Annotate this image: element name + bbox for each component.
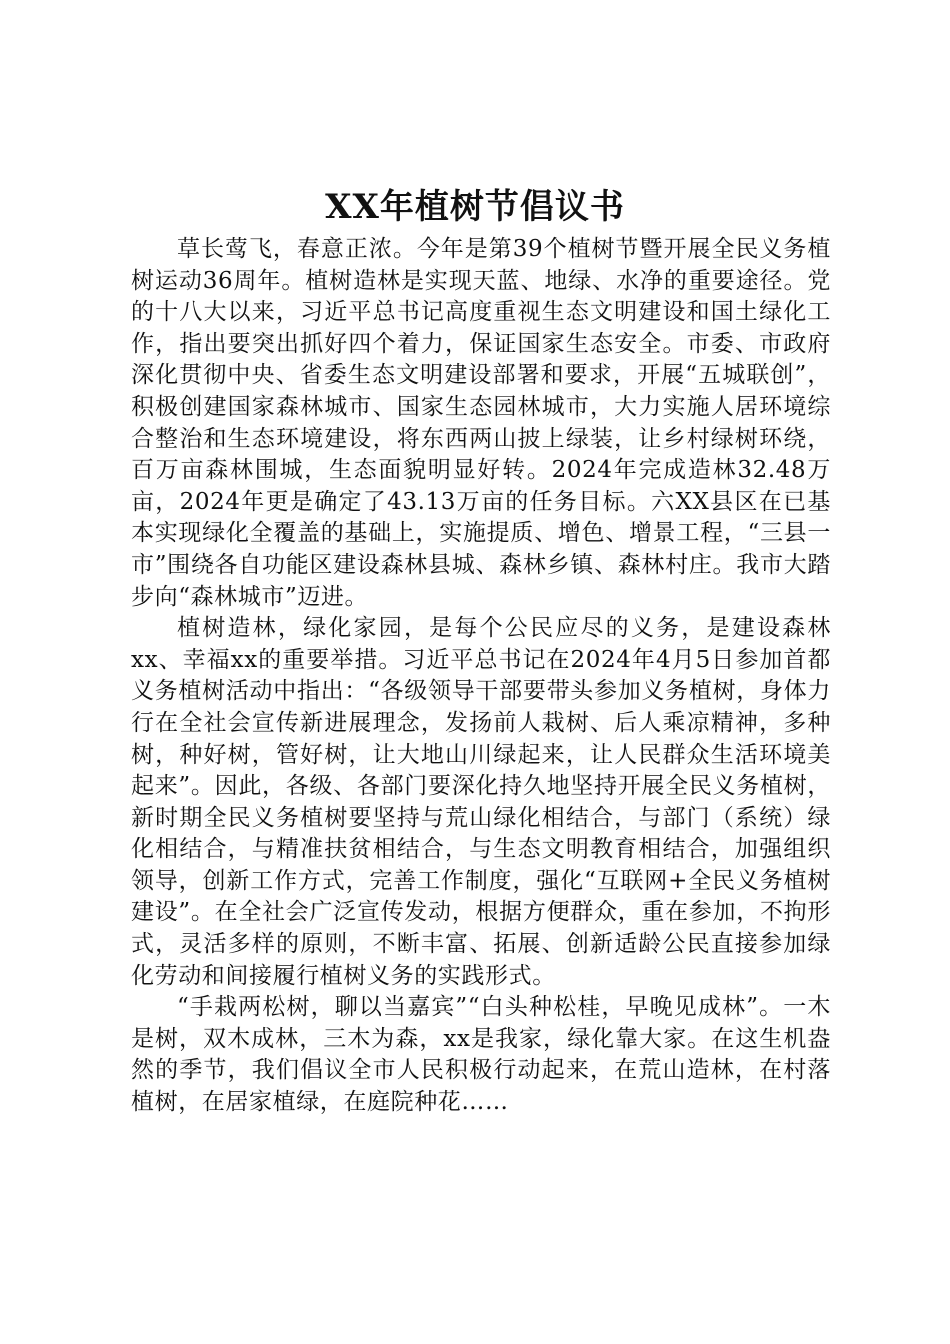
document-body bbox=[131, 234, 831, 1119]
paragraph-2: 植树造林，绿化家园，是每个公民应尽的义务，是建设森林xx、幸福xx的重要举措。习近平总书记在2024年4月5日参加首都义务植树活动中指出：“各级领导干部要带头参加义务植树，身体力行在全社会宣传新进展理念，发扬前人栽树、后人乘凉精神，多种树，种好树，管好树，让大地山川绿起来，让人民群众生活环境美起来”。因此，各级、各部门要深化持久地坚持开展全民义务植树，新时期全民义务植树要坚持与荒山绿化相结合，与部门（系统）绿化相结合，与精准扶贫相结合，与生态文明教育相结合，加强组织领导，创新工作方式，完善工作制度，强化“互联网+全民义务植树建设”。在全社会广泛宣传发动，根据方便群众，重在参加，不拘形式，灵活多样的原则，不断丰富、拓展、创新适龄公民直接参加绿化劳动和间接履行植树义务的实践形式。 bbox=[131, 615, 831, 989]
paragraph-1: 草长莺飞，春意正浓。今年是第39个植树节暨开展全民义务植树运动36周年。植树造林是实现天蓝、地绿、水净的重要途径。党的十八大以来，习近平总书记高度重视生态文明建设和国土绿化工作，指出要突出抓好四个着力，保证国家生态安全。市委、市政府深化贯彻中央、省委生态文明建设部署和要求，开展“五城联创”，积极创建国家森林城市、国家生态园林城市，大力实施人居环境综合整治和生态环境建设，将东西两山披上绿装，让乡村绿树环绕，百万亩森林围城，生态面貌明显好转。2024年完成造林32.48万亩，2024年更是确定了43.13万亩的任务目标。六XX县区在已基本实现绿化全覆盖的基础上，实施提质、增色、增景工程，“三县一市”围绕各自功能区建设森林县城、森林乡镇、森林村庄。我市大踏步向“森林城市”迈进。 bbox=[131, 236, 831, 610]
paragraph-3: “手栽两松树，聊以当嘉宾”“白头种松桂，早晚见成林”。一木是树，双木成林，三木为森，xx是我家，绿化靠大家。在这生机盎然的季节，我们倡议全市人民积极行动起来，在荒山造林，在村落植树，在居家植绿，在庭院种花…… bbox=[131, 994, 831, 1116]
document-title: XX年植树节倡议书 bbox=[325, 187, 625, 227]
